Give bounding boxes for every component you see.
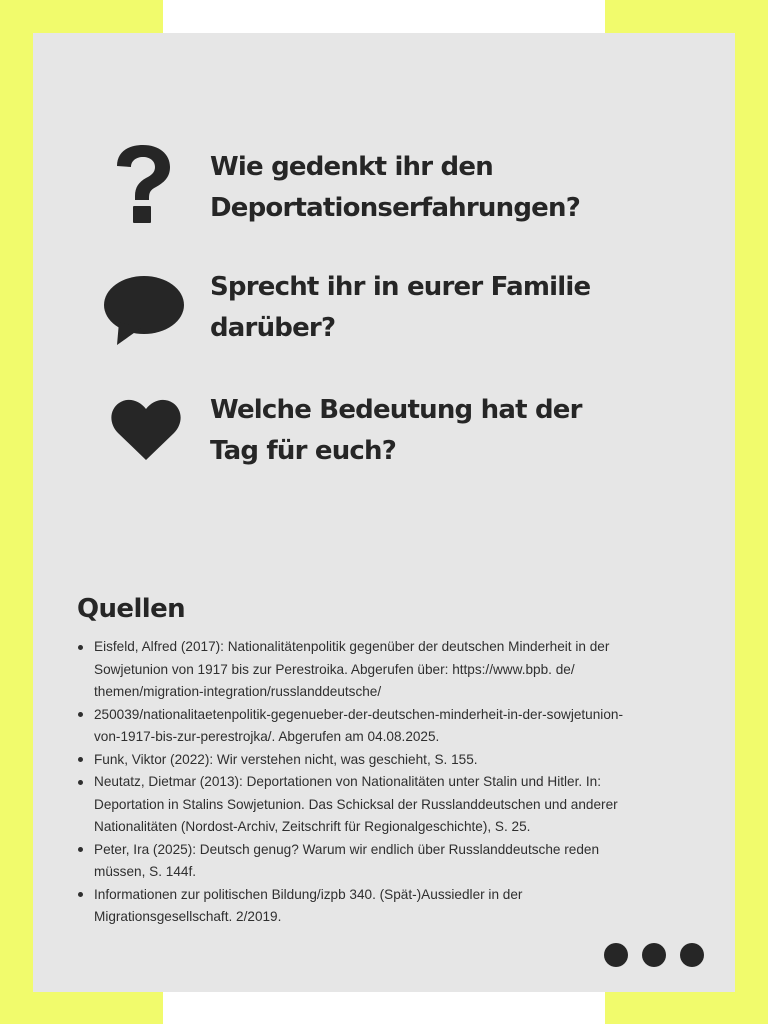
source-line: Nationalitäten (Nordost-Archiv, Zeitschrift für Regionalgeschichte), S. 25. <box>94 819 531 834</box>
frame-corner-bottom-right <box>605 992 768 1024</box>
sources-list <box>75 636 715 929</box>
source-line: Sowjetunion von 1917 bis zur Perestroika. Abgerufen über: https://www.bpb. de/ <box>94 661 575 677</box>
speech-bubble-icon <box>103 274 185 346</box>
source-item <box>75 704 715 749</box>
source-line: Peter, Ira (2025): Deutsch genug? Warum wir endlich über Russlanddeutsche reden <box>94 841 600 857</box>
question-meaning-of-day <box>210 390 582 472</box>
question-line: darüber? <box>210 313 336 343</box>
frame-right <box>735 0 768 1024</box>
question-line: Deportationserfahrungen? <box>210 193 580 223</box>
source-line: Funk, Viktor (2022): Wir verstehen nicht, was geschieht, S. 155. <box>94 751 478 767</box>
frame-corner-top-right <box>605 0 768 33</box>
heart-icon <box>110 398 182 462</box>
frame-corner-bottom-left <box>0 992 163 1024</box>
source-line: Eisfeld, Alfred (2017): Nationalitätenpolitik gegenüber der deutschen Minderheit in der <box>94 639 610 654</box>
question-commemoration <box>210 147 580 229</box>
source-line: von-1917-bis-zur-perestrojka/. Abgerufen am 04.08.2025. <box>94 729 440 744</box>
source-item <box>75 636 715 704</box>
source-line: themen/migration-integration/russlanddeutsche/ <box>94 684 382 699</box>
dot-icon <box>604 943 628 967</box>
source-item <box>75 771 715 839</box>
more-dots-icon <box>604 943 706 967</box>
source-line: Informationen zur politischen Bildung/izpb 340. (Spät-)Aussiedler in der <box>94 886 523 902</box>
question-line: Wie gedenkt ihr den <box>210 152 493 182</box>
frame-corner-top-left <box>0 0 163 33</box>
source-item <box>75 884 715 929</box>
question-family-talk <box>210 267 590 349</box>
source-item <box>75 839 715 884</box>
question-mark-icon <box>110 142 176 224</box>
sources-heading: Quellen <box>77 594 186 624</box>
source-line: 250039/nationalitaetenpolitik-gegenueber-der-deutschen-minderheit-in-der-sowjetunion- <box>94 706 623 722</box>
question-line: Welche Bedeutung hat der <box>210 395 582 425</box>
source-line: Neutatz, Dietmar (2013): Deportationen von Nationalitäten unter Stalin und Hitler. In: <box>94 774 602 789</box>
source-line: müssen, S. 144f. <box>94 864 197 879</box>
question-line: Sprecht ihr in eurer Familie <box>210 272 591 302</box>
source-line: Deportation in Stalins Sowjetunion. Das Schicksal der Russlanddeutschen und anderer <box>94 796 618 812</box>
source-line: Migrationsgesellschaft. 2/2019. <box>94 909 282 924</box>
question-line: Tag für euch? <box>210 436 397 466</box>
dot-icon <box>680 943 704 967</box>
source-item <box>75 749 715 772</box>
frame-left <box>0 0 33 1024</box>
dot-icon <box>642 943 666 967</box>
